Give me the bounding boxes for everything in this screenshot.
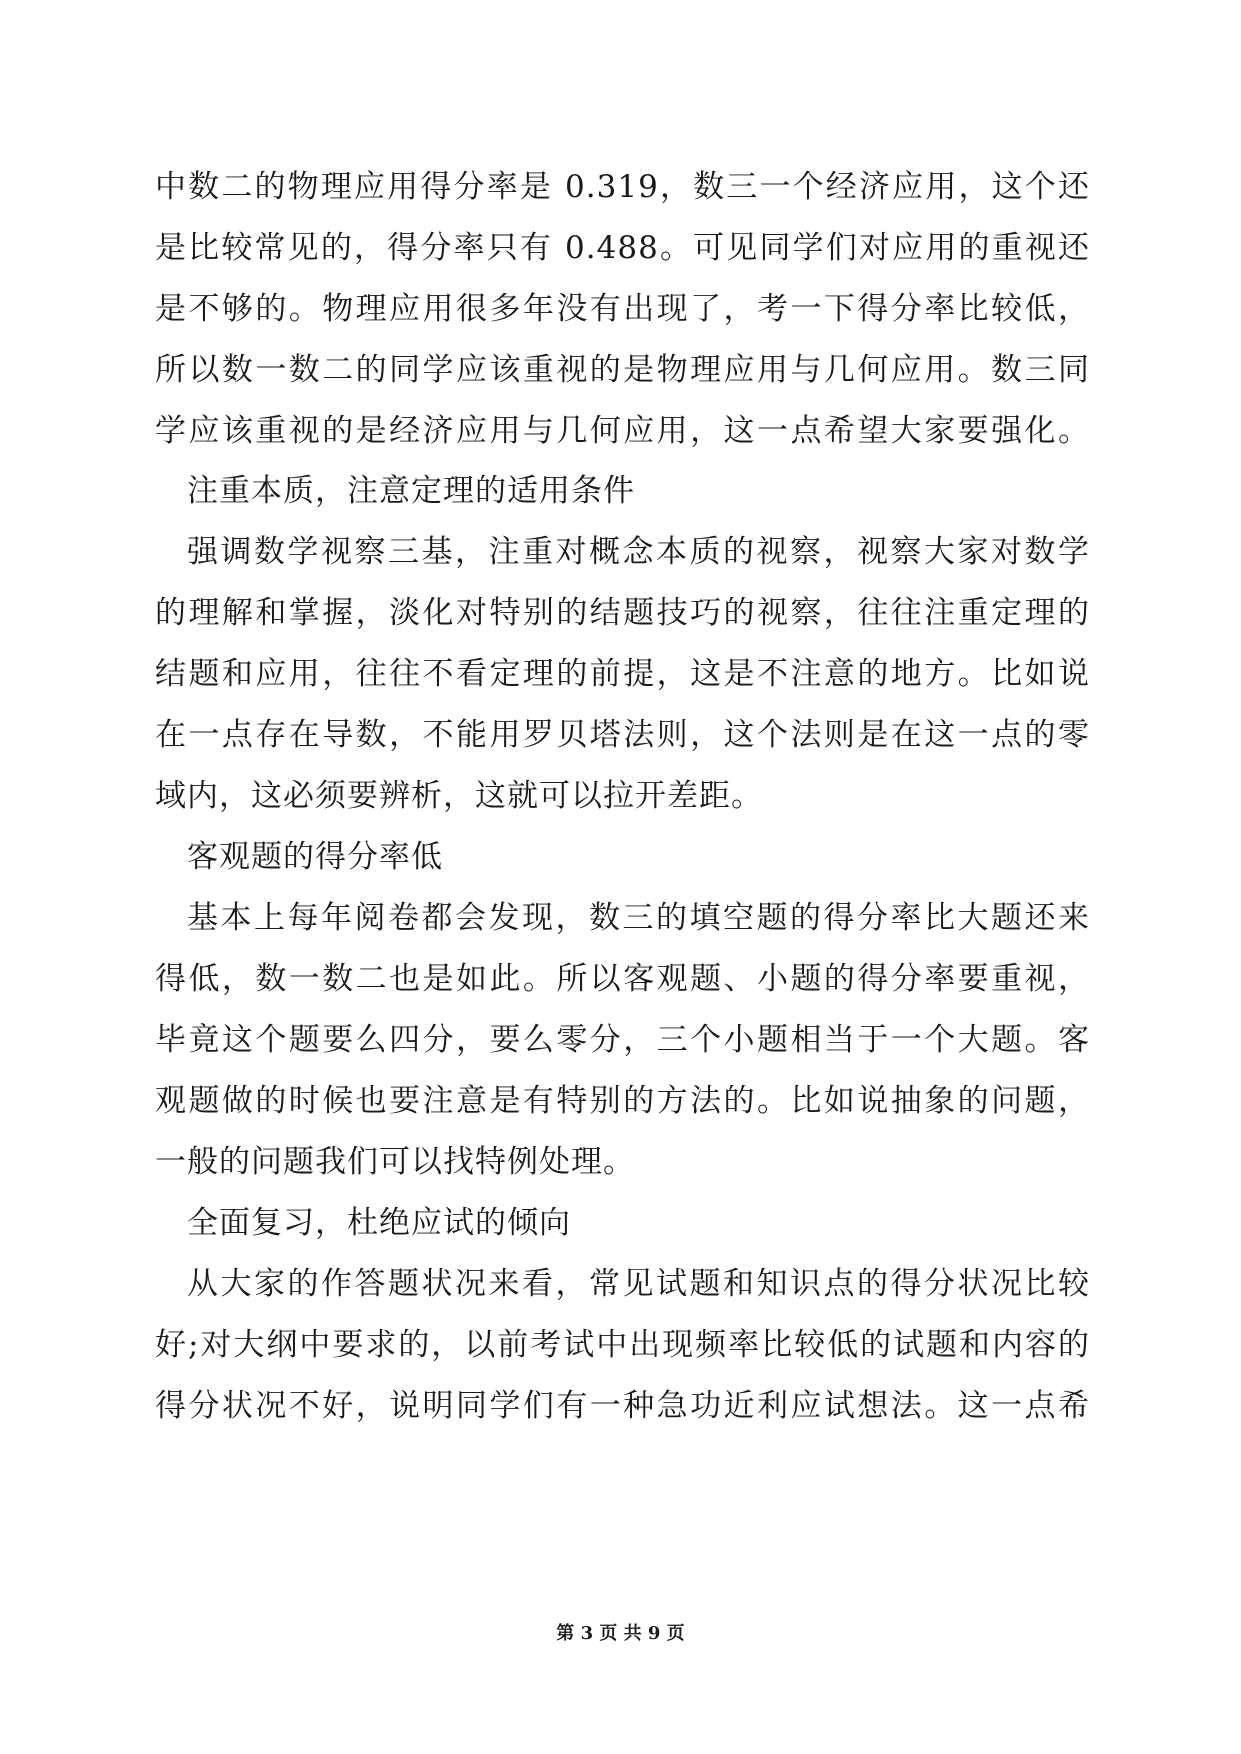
paragraph-line: 得分状况不好，说明同学们有一种急功近利应试想法。这一点希 [155,1388,1090,1424]
paragraph-line: 强调数学视察三基，注重对概念本质的视察，视察大家对数学 [187,534,1090,570]
paragraph-line: 是比较常见的，得分率只有 0.488。可见同学们对应用的重视还 [155,230,1090,266]
paragraph-line: 所以数一数二的同学应该重视的是物理应用与几何应用。数三同 [155,352,1090,388]
section-heading: 客观题的得分率低 [187,839,443,875]
paragraph-line: 好;对大纲中要求的，以前考试中出现频率比较低的试题和内容的 [155,1327,1090,1363]
paragraph-line: 基本上每年阅卷都会发现，数三的填空题的得分率比大题还来 [187,900,1090,936]
paragraph-line: 在一点存在导数，不能用罗贝塔法则，这个法则是在这一点的零 [155,717,1090,753]
paragraph-line: 观题做的时候也要注意是有特别的方法的。比如说抽象的问题， [155,1083,1090,1119]
paragraph-line: 学应该重视的是经济应用与几何应用，这一点希望大家要强化。 [155,413,1090,449]
paragraph-line: 域内，这必须要辨析，这就可以拉开差距。 [155,778,763,814]
paragraph-line: 的理解和掌握，淡化对特别的结题技巧的视察，往往注重定理的 [155,595,1090,631]
paragraph-line: 是不够的。物理应用很多年没有出现了，考一下得分率比较低， [155,291,1090,327]
paragraph-line: 从大家的作答题状况来看，常见试题和知识点的得分状况比较 [187,1266,1090,1302]
section-heading: 注重本质，注意定理的适用条件 [187,473,635,509]
page-footer: 第 3 页 共 9 页 [556,1623,685,1644]
section-heading: 全面复习，杜绝应试的倾向 [187,1205,571,1241]
paragraph-line: 毕竟这个题要么四分，要么零分，三个小题相当于一个大题。客 [155,1022,1090,1058]
paragraph-line: 结题和应用，往往不看定理的前提，这是不注意的地方。比如说 [155,656,1090,692]
paragraph-line: 一般的问题我们可以找特例处理。 [155,1144,635,1180]
paragraph-line: 中数二的物理应用得分率是 0.319，数三一个经济应用，这个还 [155,169,1090,205]
paragraph-line: 得低，数一数二也是如此。所以客观题、小题的得分率要重视， [155,961,1090,997]
